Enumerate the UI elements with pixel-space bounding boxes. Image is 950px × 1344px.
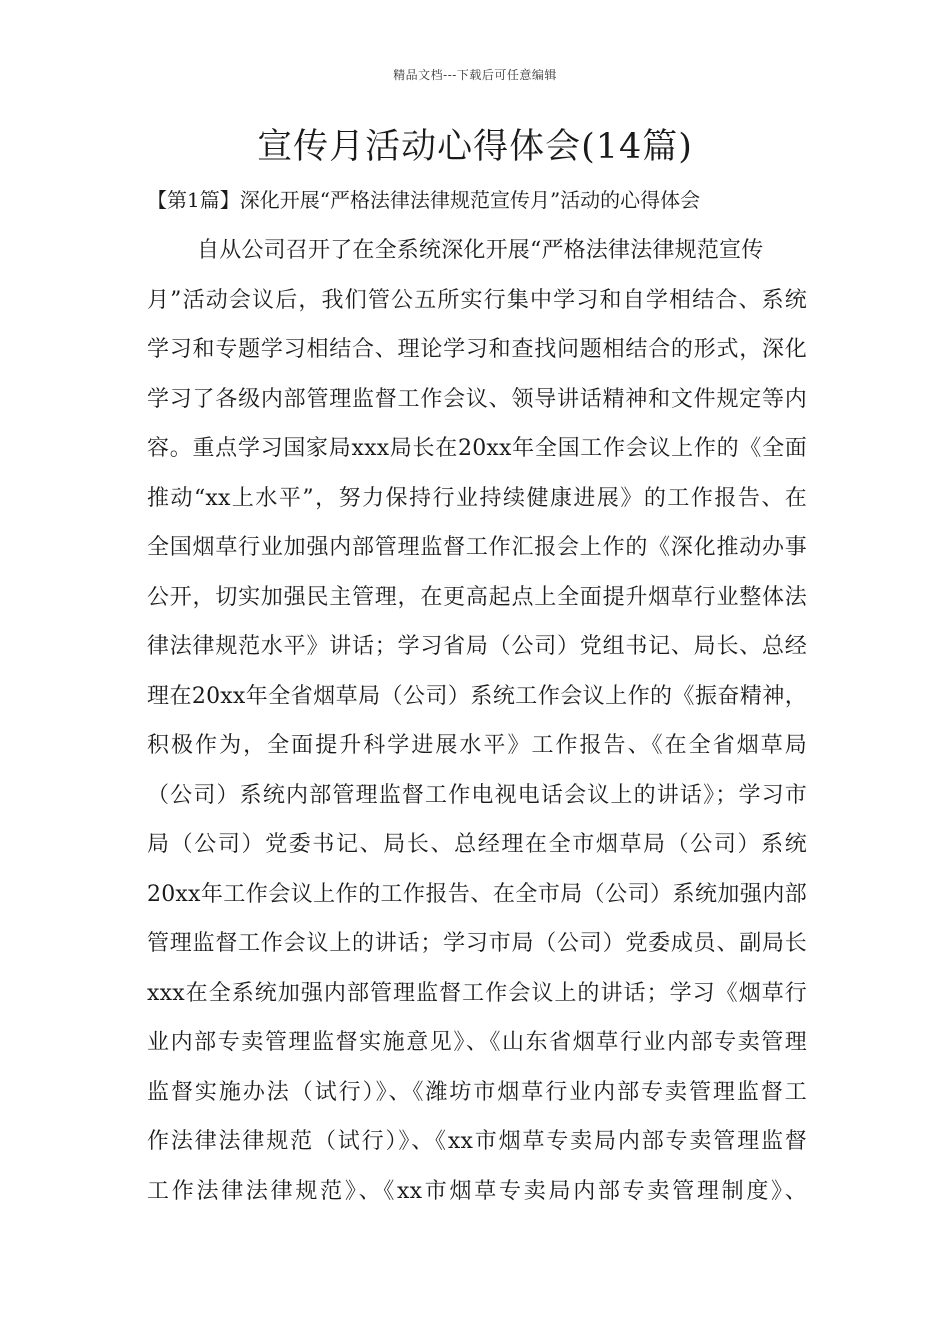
body-line: （公司）系统内部管理监督工作电视电话会议上的讲话》；学习市 xyxy=(147,782,807,808)
body-line: 容。重点学习国家局xxx局长在20xx年全国工作会议上作的《全面 xyxy=(147,436,807,461)
body-line: 20xx年工作会议上作的工作报告、在全市局（公司）系统加强内部 xyxy=(147,881,807,907)
chapter-heading: 【第1篇】深化开展“严格法律法律规范宣传月”活动的心得体会 xyxy=(147,188,701,212)
body-line: 工作法律法律规范》、《xx市烟草专卖局内部专卖管理制度》、 xyxy=(147,1178,807,1204)
body-line: 学习了各级内部管理监督工作会议、领导讲话精神和文件规定等内 xyxy=(147,386,807,412)
document-title: 宣传月活动心得体会(14篇) xyxy=(257,127,693,167)
body-line: 推动“xx上水平”，努力保持行业持续健康进展》的工作报告、在 xyxy=(147,485,807,511)
body-line: 律法律规范水平》讲话；学习省局（公司）党组书记、局长、总经 xyxy=(147,634,807,659)
body-line: 积极作为，全面提升科学进展水平》工作报告、《在全省烟草局 xyxy=(147,733,807,758)
body-line: 自从公司召开了在全系统深化开展“严格法律法律规范宣传 xyxy=(197,238,764,263)
body-paragraph xyxy=(147,232,807,1222)
body-line: 作法律法律规范（试行）》、《xx市烟草专卖局内部专卖管理监督 xyxy=(147,1129,807,1154)
body-line: 监督实施办法（试行）》、《潍坊市烟草行业内部专卖管理监督工 xyxy=(147,1079,807,1105)
body-line: 全国烟草行业加强内部管理监督工作汇报会上作的《深化推动办事 xyxy=(147,535,807,560)
body-line: 管理监督工作会议上的讲话；学习市局（公司）党委成员、副局长 xyxy=(147,931,807,956)
body-line: 月”活动会议后，我们管公五所实行集中学习和自学相结合、系统 xyxy=(147,287,807,313)
body-line: 理在20xx年全省烟草局（公司）系统工作会议上作的《振奋精神， xyxy=(147,683,807,709)
body-line: 业内部专卖管理监督实施意见》、《山东省烟草行业内部专卖管理 xyxy=(147,1030,807,1055)
body-line: xxx在全系统加强内部管理监督工作会议上的讲话；学习《烟草行 xyxy=(147,980,807,1006)
body-line: 学习和专题学习相结合、理论学习和查找问题相结合的形式，深化 xyxy=(147,337,807,362)
body-line: 局（公司）党委书记、局长、总经理在全市烟草局（公司）系统 xyxy=(147,832,807,857)
body-line: 公开，切实加强民主管理，在更高起点上全面提升烟草行业整体法 xyxy=(147,584,807,610)
header-note: 精品文档---下载后可任意编辑 xyxy=(393,68,557,82)
